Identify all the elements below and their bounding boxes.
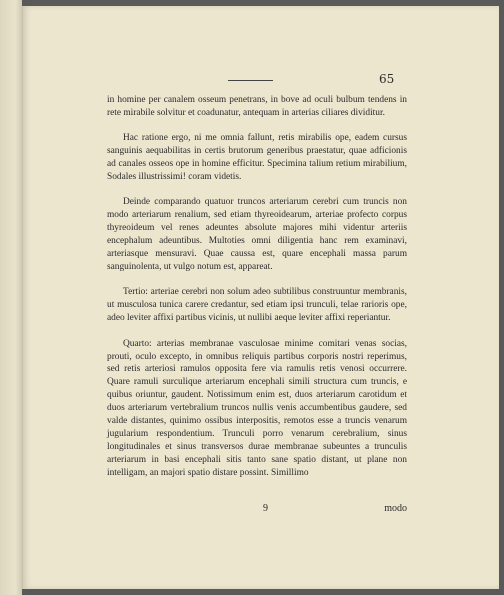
- paragraph-hac-ratione: Hac ratione ergo, ni me omnia fallunt, retis mirabilis ope, eadem cursus sanguinis aequabilitas in certis brutorum generibus praestatur, quae adficionis ad canales osseos ope in homine efficitur. Specimina talium retium mirabilium, Sodales illustrissimi! coram videtis.: [107, 133, 407, 183]
- body-text: [107, 94, 407, 480]
- page-number: 65: [379, 72, 395, 86]
- paragraph-deinde: Deinde comparando quatuor truncos arteriarum cerebri cum truncis non modo arteriarum renalium, sed etiam thyreoidearum, arteriae profecto corpus thyreoideum vel renes adeuntes absolute majores mihi videntur arteriis encephalum adeuntibus. Multoties omni diligentia hanc rem examinavi, arteriasque mensuravi. Quae caussa est, quare encephali massa parum sanguinolenta, ut vulgo notum est, appareat.: [107, 197, 407, 272]
- catchword: modo: [384, 503, 407, 514]
- signature-mark: 9: [263, 503, 268, 514]
- book-page: [22, 6, 499, 589]
- left-page-edge: [0, 0, 22, 595]
- paragraph-tertio: Tertio: arteriae cerebri non solum adeo subtilibus construuntur membranis, ut musculosa tunica carere credantur, sed etiam ipsi trunculi, telae rarioris ope, adeo leviter affixi partibus vicinis, ut nullibi aeque leviter affixi reperiantur.: [107, 287, 407, 324]
- header-rule: [228, 80, 273, 81]
- paragraph-continuation: in homine per canalem osseum penetrans, in bove ad oculi bulbum tendens in rete mirabile solvitur et coadunatur, antequam in arterias ciliares dividitur.: [107, 95, 407, 118]
- paragraph-quarto: Quarto: arterias membranae vasculosae minime comitari venas socias, prouti, oculo excepto, in omnibus reliquis partibus corporis nostri reperimus, sed retis arteriosi ramulos opposita fere via ramulis retis venosi occurrere. Quare ramuli surculique arteriarum encephali simili structura cum truncis, e quibus oriuntur, gaudent. Notissimum enim est, duos arteriarum carotidum et duos arteriarum vertebralium truncos nullis venis accumbentibus gaudere, sed valde distantes, quinimo ossibus interpositis, remotos esse a truncis venarum jugularium respondentium. Trunculi porro venarum cerebralium, sinus longitudinales et sinus transversos durae membranae subeuntes a trunculis arteriarum in basi encephali sitis tanto sane spatio distant, ut plane non intelligam, an majori spatio distare possint. Simillimo: [107, 338, 407, 478]
